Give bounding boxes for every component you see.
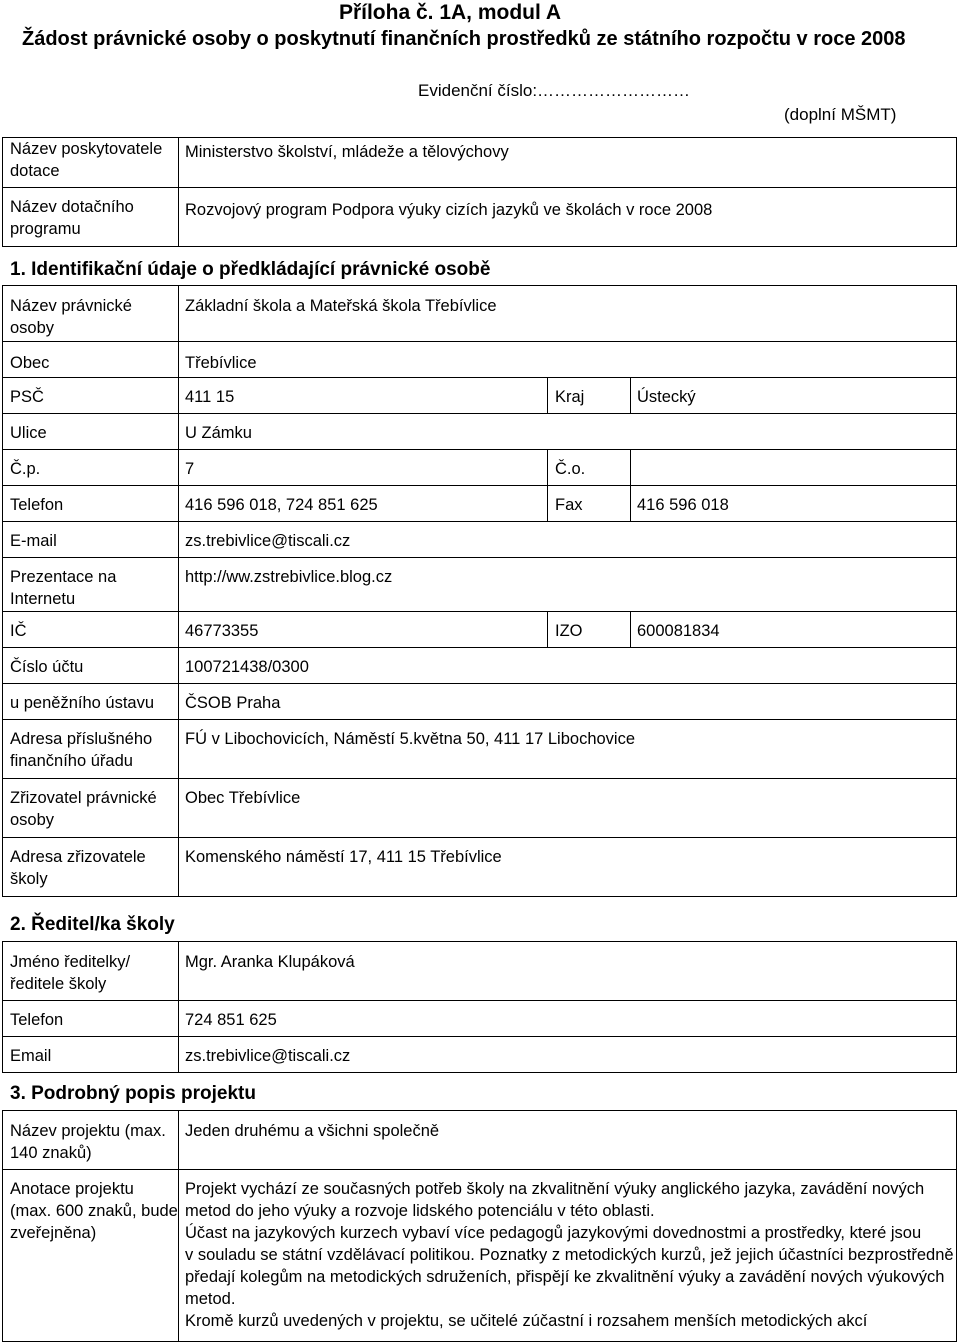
name-value: Základní škola a Mateřská škola Třebívlice <box>179 286 957 342</box>
project-name-value: Jeden druhému a všichni společně <box>179 1111 957 1170</box>
zrizovatel-label: Zřizovatel právnické osoby <box>3 779 179 838</box>
obec-label: Obec <box>3 342 179 378</box>
annotation-line: Účast na jazykových kurzech vybaví více pedagogů jazykovými dovednostmi a prostředky, které jsou <box>185 1224 922 1242</box>
co-label: Č.o. <box>548 450 631 486</box>
project-name-label: Název projektu (max. 140 znaků) <box>3 1111 179 1170</box>
psc-value: 411 15 <box>179 378 548 414</box>
annotation-line: předají kolegům na metodických sdruženích, přispějí ke zkvalitnění výuky a zavádění nových výukových <box>185 1268 945 1286</box>
program-label: Název dotačního programu <box>3 188 179 247</box>
provider-table <box>2 137 957 247</box>
director-table <box>2 941 957 1073</box>
fax-label: Fax <box>548 486 631 522</box>
annotation-line: metod. <box>185 1290 236 1308</box>
director-phone-value: 724 851 625 <box>179 1001 957 1037</box>
adresa-zrizovatele-value: Komenského náměstí 17, 411 15 Třebívlice <box>179 838 957 897</box>
ucet-label: Číslo účtu <box>3 648 179 684</box>
section-2-title: 2. Ředitel/ka školy <box>10 914 175 935</box>
fax-value: 416 596 018 <box>631 486 957 522</box>
name-label: Název právnické osoby <box>3 286 179 342</box>
ic-value: 46773355 <box>179 612 548 648</box>
telefon-label: Telefon <box>3 486 179 522</box>
psc-label: PSČ <box>3 378 179 414</box>
document-subtitle: Žádost právnické osoby o poskytnutí finančních prostředků ze státního rozpočtu v roce 2008 <box>22 28 906 50</box>
banka-label: u peněžního ústavu <box>3 684 179 720</box>
cp-value: 7 <box>179 450 548 486</box>
web-label: Prezentace na Internetu <box>3 558 179 612</box>
project-annotation-label: Anotace projektu (max. 600 znaků, bude zveřejněna) <box>3 1170 179 1342</box>
izo-label: IZO <box>548 612 631 648</box>
director-phone-label: Telefon <box>3 1001 179 1037</box>
ucet-value: 100721438/0300 <box>179 648 957 684</box>
provider-value: Ministerstvo školství, mládeže a tělovýchovy <box>179 138 957 188</box>
zrizovatel-value: Obec Třebívlice <box>179 779 957 838</box>
kraj-value: Ústecký <box>631 378 957 414</box>
telefon-value: 416 596 018, 724 851 625 <box>179 486 548 522</box>
ic-label: IČ <box>3 612 179 648</box>
project-table <box>2 1110 957 1342</box>
annotation-line: v souladu se státní vzdělávací politikou. Poznatky z metodických kurzů, jež jejich účastníci bezprostředně <box>185 1246 954 1264</box>
document-title: Příloha č. 1A, modul A <box>338 1 562 24</box>
section-3-title: 3. Podrobný popis projektu <box>10 1083 256 1104</box>
annotation-line: metod do jeho výuky a rozvoje lidského potenciálu v této oblasti. <box>185 1202 655 1220</box>
doplni-msmt-note: (doplní MŠMT) <box>784 105 897 124</box>
ulice-value: U Zámku <box>179 414 957 450</box>
director-name-label: Jméno ředitelky/ředitele školy <box>3 942 179 1001</box>
project-annotation-value <box>179 1170 957 1342</box>
section-1-title: 1. Identifikační údaje o předkládající právnické osobě <box>10 259 491 280</box>
director-email-value: zs.trebivlice@tiscali.cz <box>179 1037 957 1073</box>
evidencni-cislo: Evidenční číslo:……………………… <box>418 81 691 100</box>
ulice-label: Ulice <box>3 414 179 450</box>
annotation-line: Kromě kurzů uvedených v projektu, se učitelé zúčastní i rozsahem menších metodických akcí <box>185 1312 868 1330</box>
web-value: http://ww.zstrebivlice.blog.cz <box>179 558 957 612</box>
provider-label: Název poskytovatele dotace <box>3 138 179 188</box>
director-email-label: Email <box>3 1037 179 1073</box>
co-value <box>631 450 957 486</box>
adresa-zrizovatele-label: Adresa zřizovatele školy <box>3 838 179 897</box>
banka-value: ČSOB Praha <box>179 684 957 720</box>
fu-label: Adresa příslušného finančního úřadu <box>3 720 179 779</box>
kraj-label: Kraj <box>548 378 631 414</box>
email-value: zs.trebivlice@tiscali.cz <box>179 522 957 558</box>
izo-value: 600081834 <box>631 612 957 648</box>
program-value: Rozvojový program Podpora výuky cizích jazyků ve školách v roce 2008 <box>179 188 957 247</box>
obec-value: Třebívlice <box>179 342 957 378</box>
director-name-value: Mgr. Aranka Klupáková <box>179 942 957 1001</box>
cp-label: Č.p. <box>3 450 179 486</box>
email-label: E-mail <box>3 522 179 558</box>
identification-table <box>2 285 957 897</box>
annotation-line: Projekt vychází ze současných potřeb školy na zkvalitnění výuky anglického jazyka, zavádění nových <box>185 1180 925 1198</box>
fu-value: FÚ v Libochovicích, Náměstí 5.května 50, 411 17 Libochovice <box>179 720 957 779</box>
